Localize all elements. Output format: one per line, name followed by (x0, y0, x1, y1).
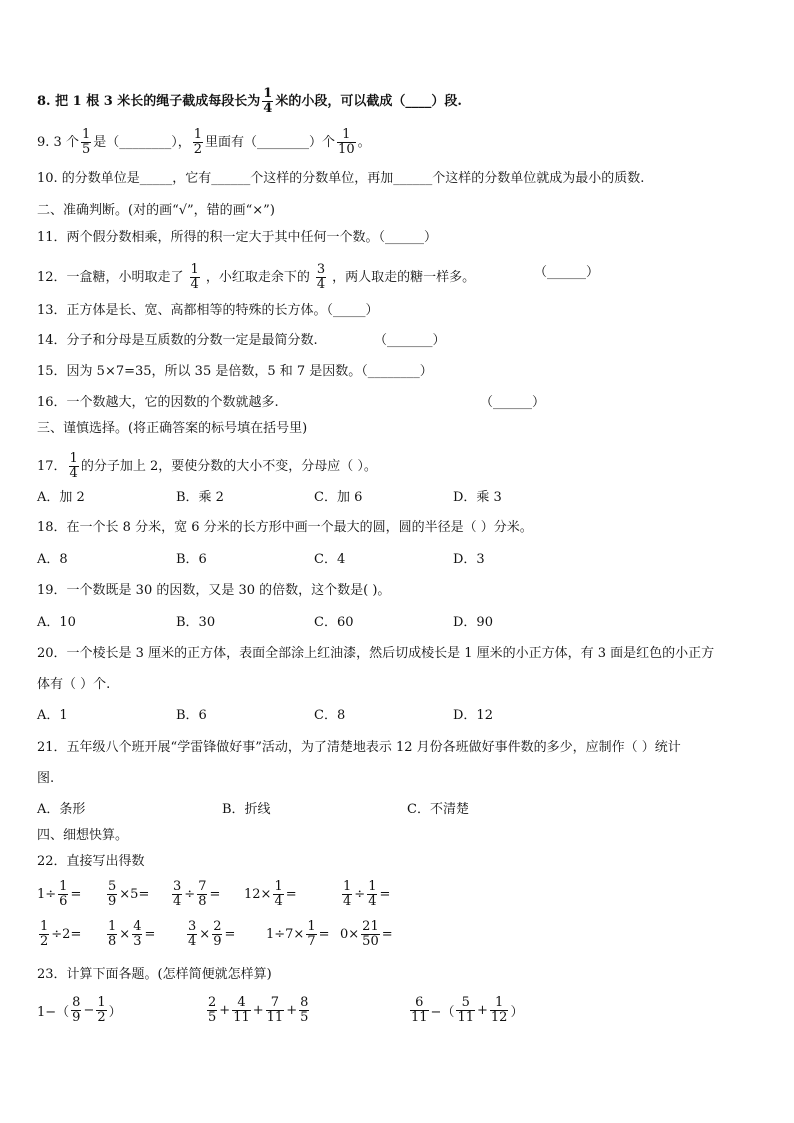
question-8: 8. 把 1 根 3 米长的绳子截成每段长为 $\frac{1}{4}$ 米的小段，可以截成（____）段. (37, 86, 462, 116)
q20-option-c[interactable]: C．8 (314, 708, 346, 723)
q19-option-d[interactable]: D．90 (453, 615, 493, 630)
q22-expr-3: 3 4 ÷ 7 8 = (173, 879, 221, 909)
q20-option-a[interactable]: A．1 (37, 708, 68, 723)
q22-expr-10: 0× 21 50 = (340, 919, 393, 949)
q20-option-b[interactable]: B．6 (176, 708, 207, 723)
question-20-line-2: 体有（ ）个. (37, 677, 111, 692)
question-10: 10. 的分数单位是_____，它有______个这样的分数单位，再加______个这样的分数单位就成为最小的质数. (37, 171, 645, 186)
q18-option-a[interactable]: A．8 (37, 552, 68, 567)
question-19: 19．一个数既是 30 的因数，又是 30 的倍数，这个数是( )。 (37, 583, 391, 598)
fraction: $\frac{1}{4}$ (69, 451, 78, 481)
fraction: $\frac{1}{4}$ (263, 86, 273, 116)
fraction: $\frac{1}{5}$ (81, 127, 91, 157)
fraction: $\frac{3}{4}$ (316, 262, 326, 292)
q22-expr-8: 3 4 × 2 9 = (188, 919, 236, 949)
q21-option-c[interactable]: C．不清楚 (407, 802, 469, 817)
q20-option-d[interactable]: D．12 (453, 708, 493, 723)
q17-option-c[interactable]: C．加 6 (314, 490, 363, 505)
question-12: 12．一盒糖，小明取走了 $\frac{1}{4}$ ，小红取走余下的 $\frac{3}{4}$ ，两人取走的糖一样多。 (37, 262, 476, 292)
q22-expr-7: 1 8 × 4 3 = (108, 919, 156, 949)
q19-option-b[interactable]: B．30 (176, 615, 216, 630)
question-23: 23．计算下面各题。(怎样简便就怎样算) (37, 967, 272, 982)
fraction: $\frac{1}{10}$ (338, 127, 355, 157)
q14-answer-paren[interactable]: （_______） (374, 333, 446, 348)
q19-option-a[interactable]: A．10 (37, 615, 76, 630)
question-20-line-1: 20．一个棱长是 3 厘米的正方体，表面全部涂上红油漆，然后切成棱长是 1 厘米的小正方体，有 3 面是红色的小正方 (37, 646, 715, 661)
question-17: 17． $\frac{1}{4}$ 的分子加上 2，要使分数的大小不变，分母应（ ）。 (37, 451, 377, 481)
q21-option-b[interactable]: B．折线 (222, 802, 271, 817)
q23-expr-3: 6 11 −（ 5 11 + 1 12 ） (411, 995, 524, 1025)
fraction: $\frac{1}{2}$ (193, 127, 203, 157)
question-16: 16．一个数越大，它的因数的个数就越多. (37, 395, 279, 410)
section-4-heading: 四、细想快算。 (37, 828, 129, 843)
q23-expr-2: 2 5 + 4 11 + 7 11 + 8 5 (208, 995, 309, 1025)
section-2-heading: 二、准确判断。(对的画“√”，错的画“×”) (37, 203, 275, 218)
q22-expr-2: 5 9 ×5= (108, 879, 150, 909)
fraction: $\frac{1}{4}$ (190, 262, 199, 292)
q17-option-b[interactable]: B．乘 2 (176, 490, 224, 505)
q22-expr-5: 1 4 ÷ 1 4 = (343, 879, 391, 909)
q16-answer-paren[interactable]: （______） (480, 395, 546, 410)
q17-option-a[interactable]: A．加 2 (37, 490, 85, 505)
q22-expr-1: 1÷ 1 6 = (37, 879, 82, 909)
q18-option-d[interactable]: D．3 (453, 552, 485, 567)
q12-answer-paren[interactable]: （______） (534, 265, 600, 280)
question-21-line-2: 图. (37, 771, 55, 786)
q18-option-c[interactable]: C．4 (314, 552, 346, 567)
question-18: 18．在一个长 8 分米，宽 6 分米的长方形中画一个最大的圆，圆的半径是（ ）分米。 (37, 520, 533, 535)
q18-option-b[interactable]: B．6 (176, 552, 207, 567)
question-21-line-1: 21．五年级八个班开展“学雷锋做好事”活动，为了清楚地表示 12 月份各班做好事件数的多少，应制作（ ）统计 (37, 740, 681, 755)
question-15: 15．因为 5×7=35，所以 35 是倍数，5 和 7 是因数。（________） (37, 364, 433, 379)
q23-expr-1: 1−（ 8 9 − 1 2 ） (37, 995, 122, 1025)
question-9: 9. 3 个 $\frac{1}{5}$ 是（________）， $\frac{1}{2}$ 里面有（________）个 $\frac{1}{10}$ 。 (37, 127, 371, 157)
q22-expr-6: 1 2 ÷2= (40, 919, 82, 949)
section-3-heading: 三、谨慎选择。(将正确答案的标号填在括号里) (37, 421, 308, 436)
q19-option-c[interactable]: C．60 (314, 615, 354, 630)
question-14: 14．分子和分母是互质数的分数一定是最简分数. (37, 333, 318, 348)
q22-expr-9: 1÷7× 1 7 = (266, 919, 330, 949)
question-22: 22．直接写出得数 (37, 854, 145, 869)
q21-option-a[interactable]: A．条形 (37, 802, 86, 817)
q17-option-d[interactable]: D．乘 3 (453, 490, 502, 505)
question-11: 11．两个假分数相乘，所得的积一定大于其中任何一个数。（______） (37, 230, 438, 245)
q22-expr-4: 12× 1 4 = (244, 879, 297, 909)
question-13: 13．正方体是长、宽、高都相等的特殊的长方体。（_____） (37, 303, 379, 318)
